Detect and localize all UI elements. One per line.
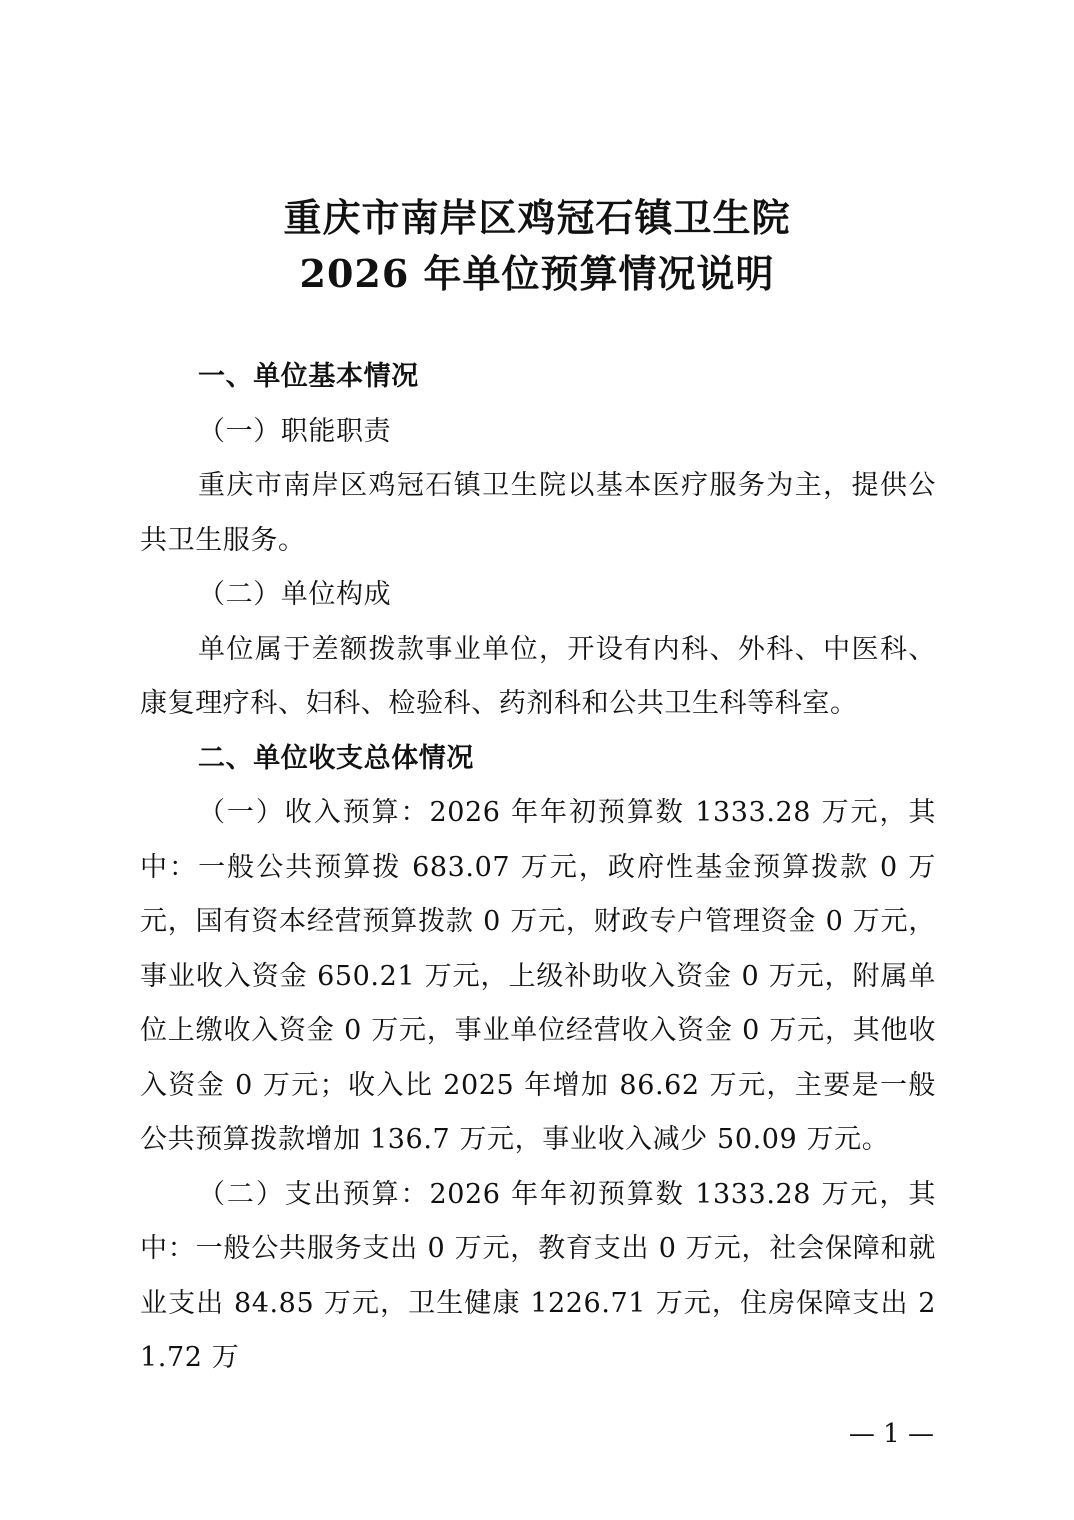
section-heading-basic-info: 一、单位基本情况 <box>198 361 419 392</box>
subheading-composition: （二）单位构成 <box>198 579 392 610</box>
subheading-functions: （一）职能职责 <box>198 415 392 447</box>
paragraph-expenditure-budget: （二）支出预算：2026 年年初预算数 1333.28 万元，其中：一般公共服务支出 0 万元，教育支出 0 万元，社会保障和就业支出 84.85 万元，卫生健康 1226.71 万元，住房保障支出 21.72 万 <box>140 1178 936 1373</box>
section-heading-budget-overview: 二、单位收支总体情况 <box>198 742 474 774</box>
page-number: — 1 — <box>848 1419 934 1449</box>
paragraph-income-budget: （一）收入预算：2026 年年初预算数 1333.28 万元，其中：一般公共预算拨 683.07 万元，政府性基金预算拨款 0 万元，国有资本经营预算拨款 0 万元，财政专户管理资金 0 万元，事业收入资金 650.21 万元，上级补助收入资金 0 万元，附属单位上缴收入资金 0 万元，事业单位经营收入资金 0 万元，其他收入资金 0 万元；收入比 2025 年增加 86.62 万元，主要是一般公共预算拨款增加 136.7 万元，事业收入减少 50.09 万元。 <box>140 797 936 1155</box>
paragraph-composition: 单位属于差额拨款事业单位，开设有内科、外科、中医科、康复理疗科、妇科、检验科、药剂科和公共卫生科等科室。 <box>140 633 936 719</box>
document-body <box>140 350 936 1386</box>
paragraph-functions: 重庆市南岸区鸡冠石镇卫生院以基本医疗服务为主，提供公共卫生服务。 <box>140 470 936 556</box>
document-title-line-2: 2026 年单位预算情况说明 <box>299 251 775 296</box>
document-title-line-1: 重庆市南岸区鸡冠石镇卫生院 <box>283 195 791 240</box>
